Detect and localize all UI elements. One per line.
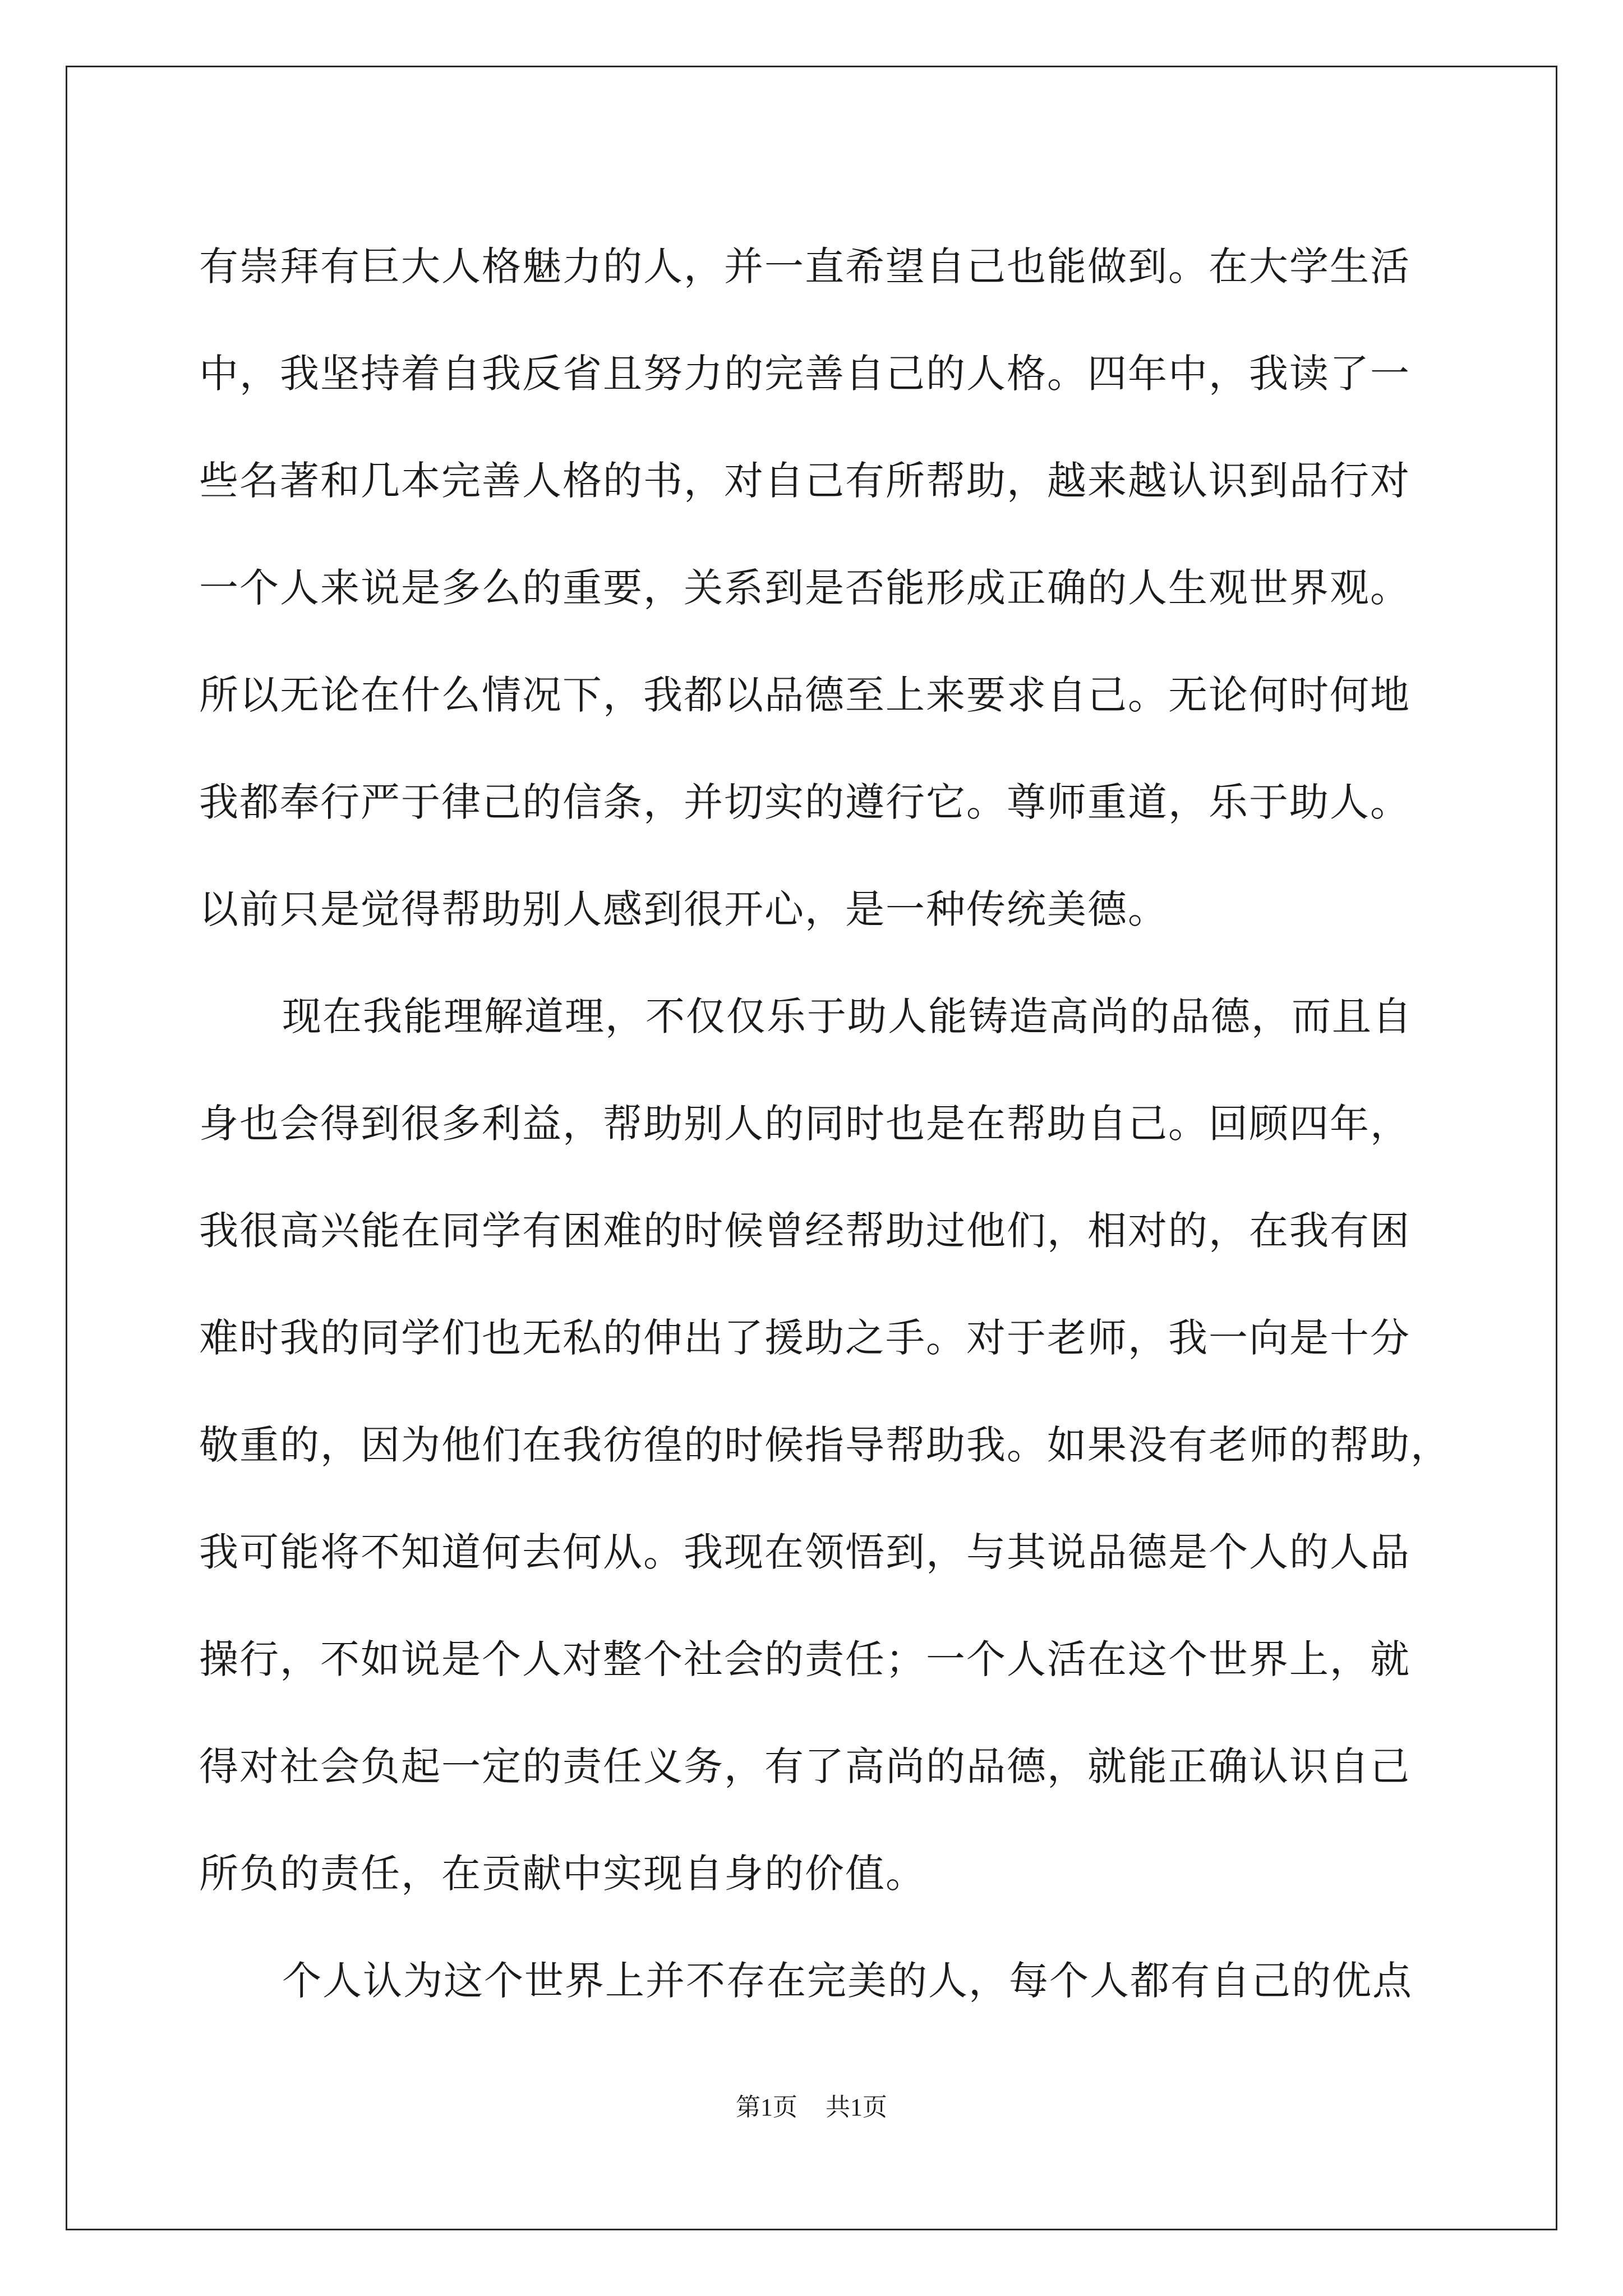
text-line: 身也会得到很多利益，帮助别人的同时也是在帮助自己。回顾四年， [199, 1101, 1410, 1147]
text-line: 我很高兴能在同学有困难的时候曾经帮助过他们，相对的，在我有困 [199, 1208, 1410, 1254]
text-line: 所负的责任，在贡献中实现自身的价值。 [199, 1851, 926, 1897]
text-line: 我可能将不知道何去何从。我现在领悟到，与其说品德是个人的人品 [199, 1529, 1410, 1575]
page-total: 共1页 [826, 2093, 887, 2121]
text-line: 有崇拜有巨大人格魅力的人，并一直希望自己也能做到。在大学生活 [199, 243, 1410, 289]
text-line: 些名著和几本完善人格的书，对自己有所帮助，越来越认识到品行对 [199, 458, 1410, 504]
page-number: 第1页 [736, 2093, 797, 2121]
paragraph-first-line: 现在我能理解道理，不仅仅乐于助人能铸造高尚的品德，而且自 [282, 993, 1413, 1039]
text-line: 中，我坚持着自我反省且努力的完善自己的人格。四年中，我读了一 [199, 351, 1410, 397]
text-line: 所以无论在什么情况下，我都以品德至上来要求自己。无论何时何地 [199, 672, 1410, 718]
text-line: 难时我的同学们也无私的伸出了援助之手。对于老师，我一向是十分 [199, 1315, 1410, 1361]
text-line: 我都奉行严于律己的信条，并切实的遵行它。尊师重道，乐于助人。 [199, 779, 1410, 825]
paragraph-first-line: 个人认为这个世界上并不存在完美的人，每个人都有自己的优点 [282, 1958, 1413, 2004]
text-line: 得对社会负起一定的责任义务，有了高尚的品德，就能正确认识自己 [199, 1743, 1410, 1789]
text-line: 操行，不如说是个人对整个社会的责任；一个人活在这个世界上，就 [199, 1636, 1410, 1682]
document-body [199, 213, 1455, 2035]
text-line: 一个人来说是多么的重要，关系到是否能形成正确的人生观世界观。 [199, 565, 1410, 611]
page-footer [0, 2087, 1623, 2123]
text-line: 敬重的，因为他们在我彷徨的时候指导帮助我。如果没有老师的帮助， [199, 1422, 1451, 1468]
text-line: 以前只是觉得帮助别人感到很开心，是一种传统美德。 [199, 886, 1168, 932]
